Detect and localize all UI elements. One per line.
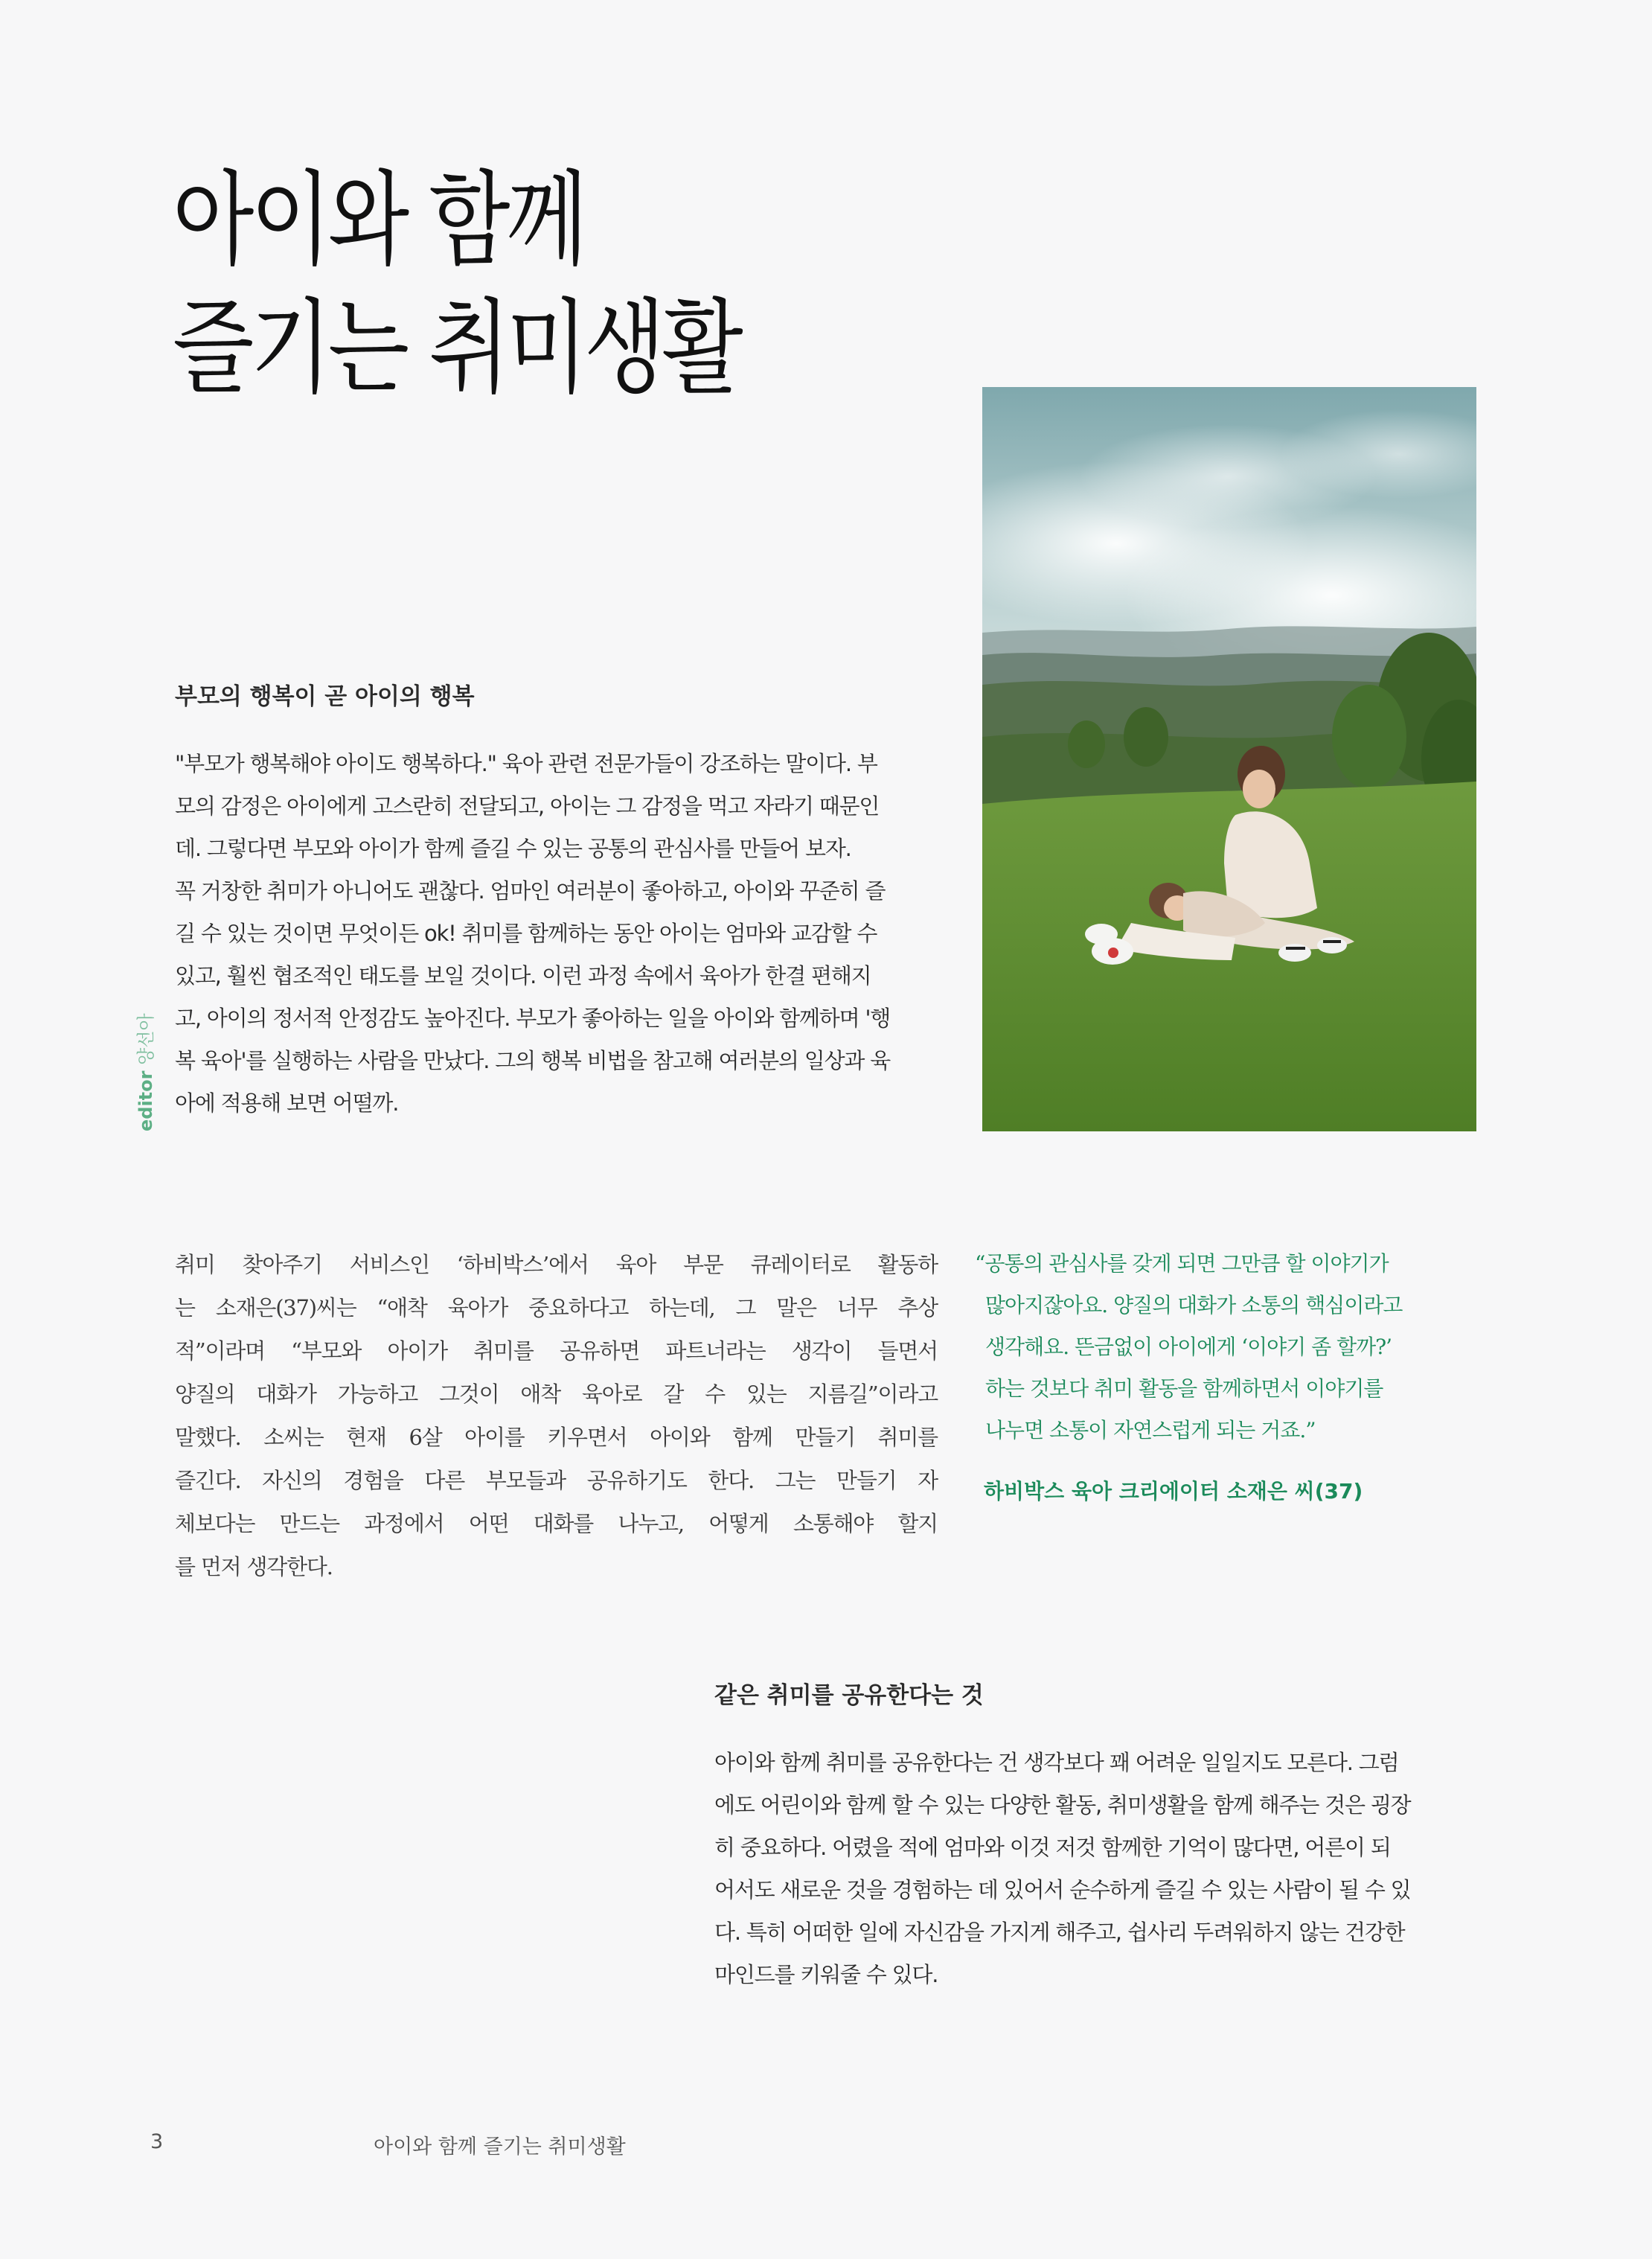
quote-line: 나누면 소통이 자연스럽게 되는 거죠.” — [985, 1418, 1316, 1442]
section1-body — [175, 743, 938, 1125]
section3-line: 아이와 함께 취미를 공유한다는 건 생각보다 꽤 어려운 일일지도 모른다. 그럼 — [714, 1750, 1399, 1775]
section1-line: 아에 적용해 보면 어떨까. — [175, 1090, 399, 1116]
section1-line: "부모가 행복해야 아이도 행복하다." 육아 관련 전문가들이 강조하는 말이다. 부 — [175, 751, 877, 776]
section2-line: 말했다. 소씨는 현재 6살 아이를 키우면서 아이와 함께 만들기 취미를 — [175, 1425, 938, 1450]
editor-label: editor — [135, 1070, 156, 1131]
quote-line: “공통의 관심사를 갖게 되면 그만큼 할 이야기가 — [975, 1251, 1389, 1276]
section3-line: 히 중요하다. 어렸을 적에 엄마와 이것 저것 함께한 기억이 많다면, 어른이 되 — [714, 1835, 1391, 1860]
section1-line: 모의 감정은 아이에게 고스란히 전달되고, 아이는 그 감정을 먹고 자라기 때문인 — [175, 793, 880, 819]
section1-line: 길 수 있는 것이면 무엇이든 ok! 취미를 함께하는 동안 아이는 엄마와 교감할 수 — [175, 921, 877, 946]
pull-quote — [975, 1243, 1481, 1451]
section3-heading: 같은 취미를 공유한다는 것 — [714, 1682, 984, 1709]
photo-illustration — [982, 387, 1476, 1131]
section1-line: 복 육아'를 실행하는 사람을 만났다. 그의 행복 비법을 참고해 여러분의 일상과 육 — [175, 1048, 891, 1073]
section1-line: 있고, 훨씬 협조적인 태도를 보일 것이다. 이런 과정 속에서 육아가 한결 편해지 — [175, 963, 871, 988]
section3-line: 에도 어린이와 함께 할 수 있는 다양한 활동, 취미생활을 함께 해주는 것은 굉장 — [714, 1792, 1411, 1818]
quote-line: 하는 것보다 취미 활동을 함께하면서 이야기를 — [985, 1376, 1383, 1401]
section2-line: 취미 찾아주기 서비스인 ‘하비박스’에서 육아 부문 큐레이터로 활동하 — [175, 1252, 938, 1277]
section2-line: 를 먼저 생각한다. — [175, 1554, 333, 1579]
editor-credit — [131, 1013, 157, 1131]
section3-line: 어서도 새로운 것을 경험하는 데 있어서 순수하게 즐길 수 있는 사람이 될 수 있 — [714, 1877, 1411, 1902]
section1-line: 고, 아이의 정서적 안정감도 높아진다. 부모가 좋아하는 일을 아이와 함께하며 '행 — [175, 1006, 891, 1031]
section2-body — [175, 1243, 938, 1588]
section2-line: 양질의 대화가 가능하고 그것이 애착 육아로 갈 수 있는 지름길”이라고 — [175, 1381, 938, 1407]
section3-body — [714, 1742, 1481, 1996]
page-title-line-1: 아이와 함께 — [173, 160, 585, 280]
section2-line: 는 소재은(37)씨는 “애착 육아가 중요하다고 하는데, 그 말은 너무 추상 — [175, 1295, 938, 1320]
page-title-line-2: 즐기는 취미생활 — [173, 288, 740, 408]
quote-line: 생각해요. 뜬금없이 아이에게 ‘이야기 좀 할까?’ — [985, 1335, 1392, 1359]
section1-line: 꼭 거창한 취미가 아니어도 괜찮다. 엄마인 여러분이 좋아하고, 아이와 꾸준히 즐 — [175, 878, 886, 904]
quote-line: 많아지잖아요. 양질의 대화가 소통의 핵심이라고 — [985, 1293, 1403, 1317]
section1-line: 데. 그렇다면 부모와 아이가 함께 즐길 수 있는 공통의 관심사를 만들어 보자. — [175, 836, 851, 861]
section2-line: 즐긴다. 자신의 경험을 다른 부모들과 공유하기도 한다. 그는 만들기 자 — [175, 1468, 938, 1493]
section2-line: 적”이라며 “부모와 아이가 취미를 공유하면 파트너라는 생각이 들면서 — [175, 1338, 938, 1364]
editor-name: 양선아 — [135, 1013, 156, 1065]
section3-line: 마인드를 키워줄 수 있다. — [714, 1962, 938, 1987]
mother-and-child-photo — [982, 387, 1476, 1131]
running-title: 아이와 함께 즐기는 취미생활 — [374, 2135, 626, 2159]
page-title — [173, 156, 783, 412]
quote-credit: 하비박스 육아 크리에이터 소재은 씨(37) — [984, 1479, 1363, 1504]
section2-line: 체보다는 만드는 과정에서 어떤 대화를 나누고, 어떻게 소통해야 할지 — [175, 1511, 938, 1536]
page-number: 3 — [150, 2130, 164, 2153]
section3-line: 다. 특히 어떠한 일에 자신감을 가지게 해주고, 쉽사리 두려워하지 않는 건강한 — [714, 1920, 1405, 1945]
section1-heading: 부모의 행복이 곧 아이의 행복 — [175, 683, 475, 710]
